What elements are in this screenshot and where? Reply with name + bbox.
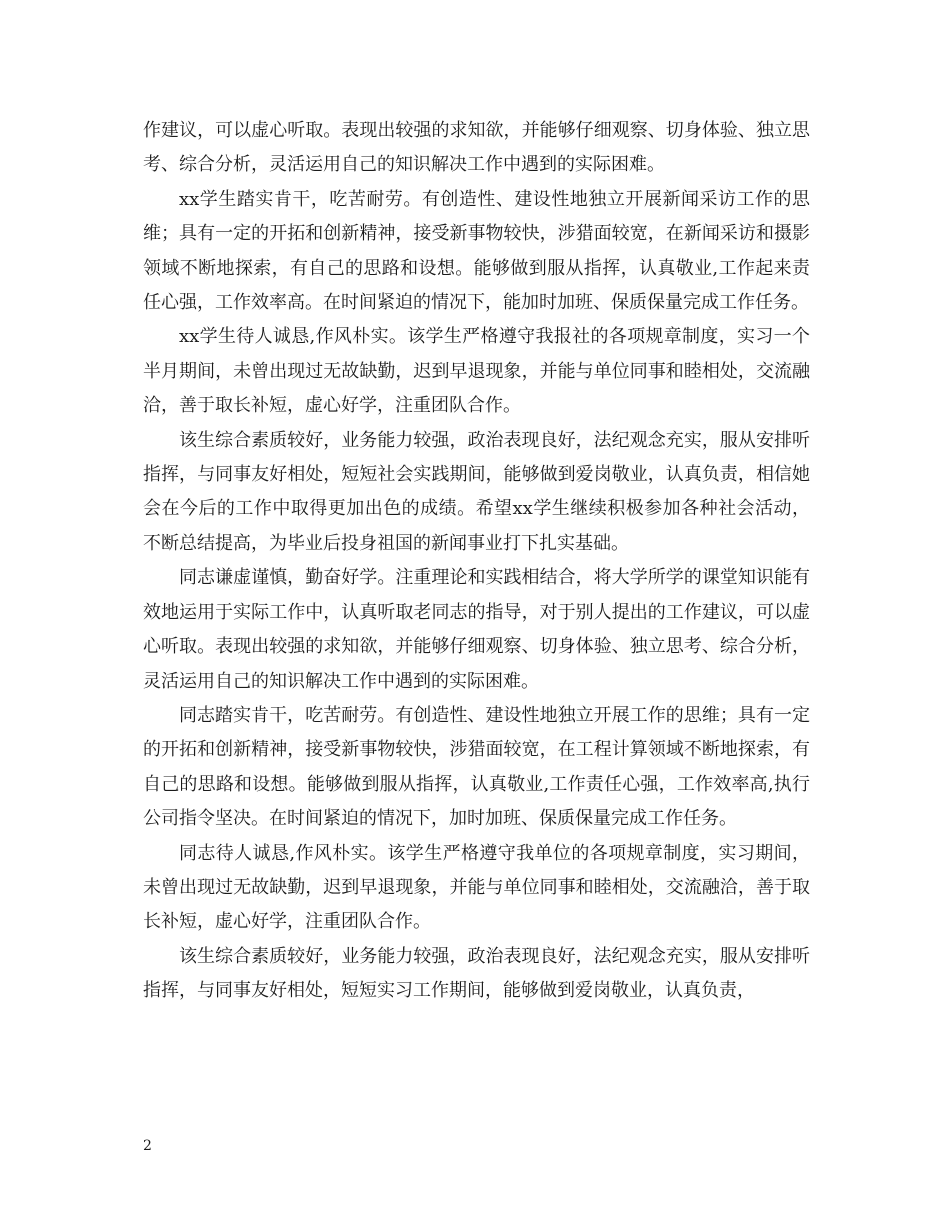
page-number: 2 (143, 1138, 152, 1154)
document-body (143, 114, 810, 1009)
paragraph-3: xx学生待人诚恳,作风朴实。该学生严格遵守我报社的各项规章制度，实习一个半月期间，未曾出现过无故缺勤，迟到早退现象，并能与单位同事和睦相处，交流融洽，善于取长补短，虚心好学，注重团队合作。 (143, 326, 810, 417)
paragraph-1: 作建议，可以虚心听取。表现出较强的求知欲，并能够仔细观察、切身体验、独立思考、综合分析，灵活运用自己的知识解决工作中遇到的实际困难。 (143, 120, 810, 176)
paragraph-4: 该生综合素质较好，业务能力较强，政治表现良好，法纪观念充实，服从安排听指挥，与同事友好相处，短短社会实践期间，能够做到爱岗敬业，认真负责，相信她会在今后的工作中取得更加出色的成绩。希望xx学生继续积极参加各种社会活动，不断总结提高，为毕业后投身祖国的新闻事业打下扎实基础。 (143, 429, 810, 554)
paragraph-2: xx学生踏实肯干，吃苦耐劳。有创造性、建设性地独立开展新闻采访工作的思维；具有一定的开拓和创新精神，接受新事物较快，涉猎面较宽，在新闻采访和摄影领域不断地探索，有自己的思路和设想。能够做到服从指挥，认真敬业,工作起来责任心强，工作效率高。在时间紧迫的情况下，能加时加班、保质保量完成工作任务。 (143, 188, 810, 314)
paragraph-6: 同志踏实肯干，吃苦耐劳。有创造性、建设性地独立开展工作的思维；具有一定的开拓和创新精神，接受新事物较快，涉猎面较宽，在工程计算领域不断地探索，有自己的思路和设想。能够做到服从指挥，认真敬业,工作责任心强，工作效率高,执行公司指令坚决。在时间紧迫的情况下，加时加班、保质保量完成工作任务。 (143, 704, 810, 830)
paragraph-5: 同志谦虚谨慎，勤奋好学。注重理论和实践相结合，将大学所学的课堂知识能有效地运用于实际工作中，认真听取老同志的指导，对于别人提出的工作建议，可以虚心听取。表现出较强的求知欲，并能够仔细观察、切身体验、独立思考、综合分析，灵活运用自己的知识解决工作中遇到的实际困难。 (143, 567, 810, 692)
paragraph-7: 同志待人诚恳,作风朴实。该学生严格遵守我单位的各项规章制度，实习期间，未曾出现过无故缺勤，迟到早退现象，并能与单位同事和睦相处，交流融洽，善于取长补短，虚心好学，注重团队合作。 (143, 842, 810, 933)
paragraph-8: 该生综合素质较好，业务能力较强，政治表现良好，法纪观念充实，服从安排听指挥，与同事友好相处，短短实习工作期间，能够做到爱岗敬业，认真负责， (143, 945, 810, 1002)
